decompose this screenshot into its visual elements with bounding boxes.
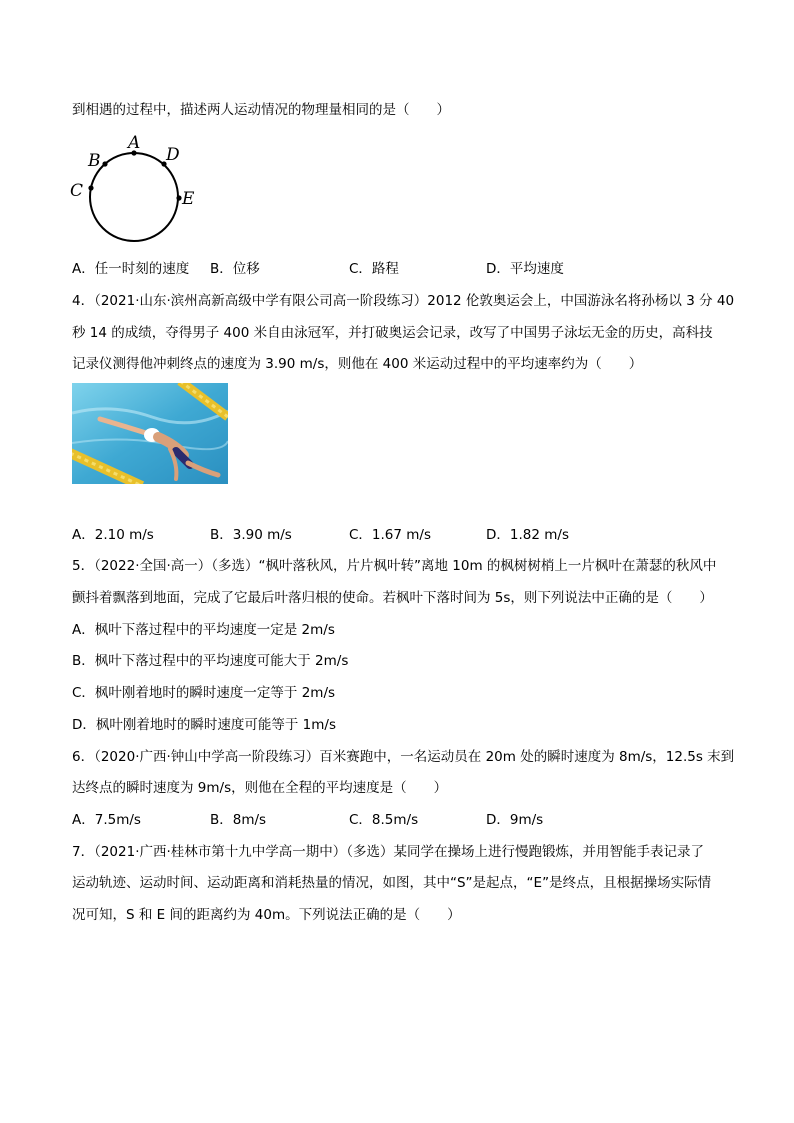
question-5-option-b: B．枫叶下落过程中的平均速度可能大于 2m/s [72, 653, 349, 669]
question-4-options [72, 525, 732, 545]
question-6-options [72, 810, 732, 830]
option-c: C．8.5m/s [349, 812, 419, 828]
option-b: B．位移 [210, 261, 260, 277]
label-e: E [182, 189, 195, 209]
question-5-option-d: D．枫叶刚着地时的瞬时速度可能等于 1m/s [72, 717, 337, 733]
question-4-line-2: 秒 14 的成绩，夺得男子 400 米自由泳冠军，并打破奥运会记录，改写了中国男子泳坛无金的历史，高科技 [72, 325, 713, 341]
option-c: C．1.67 m/s [349, 527, 432, 543]
swimmer-photo [72, 383, 228, 484]
option-b: B．3.90 m/s [210, 527, 292, 543]
option-d: D．1.82 m/s [486, 527, 569, 543]
option-d: D．平均速度 [486, 261, 564, 277]
label-b: B [88, 151, 101, 171]
question-6-line-2: 达终点的瞬时速度为 9m/s，则他在全程的平均速度是（ ） [72, 780, 448, 796]
option-d: D．9m/s [486, 812, 544, 828]
point-c-dot [88, 185, 93, 190]
option-a: A．7.5m/s [72, 812, 141, 828]
option-a: A．任一时刻的速度 [72, 261, 190, 277]
point-e-dot [176, 195, 181, 200]
option-a: A．2.10 m/s [72, 527, 154, 543]
question-5-option-a: A．枫叶下落过程中的平均速度一定是 2m/s [72, 622, 335, 638]
question-5-line-1: 5．（2022·全国·高一）（多选）“枫叶落秋风，片片枫叶转”离地 10m 的枫树树梢上一片枫叶在萧瑟的秋风中 [72, 558, 717, 574]
label-c: C [70, 181, 84, 201]
question-7-line-3: 况可知，S 和 E 间的距离约为 40m。下列说法正确的是（ ） [72, 907, 461, 923]
question-3-options [72, 259, 732, 279]
question-4-line-3: 记录仪测得他冲刺终点的速度为 3.90 m/s，则他在 400 米运动过程中的平均速率约为（ ） [72, 356, 643, 372]
point-b-dot [102, 161, 107, 166]
question-3-stem-tail: 到相遇的过程中，描述两人运动情况的物理量相同的是（ ） [72, 102, 450, 118]
question-7-line-1: 7．（2021·广西·桂林市第十九中学高一期中）（多选）某同学在操场上进行慢跑锻炼，并用智能手表记录了 [72, 844, 705, 860]
circle-track-diagram [66, 130, 206, 250]
option-b: B．8m/s [210, 812, 267, 828]
question-5-line-2: 颤抖着飘落到地面，完成了它最后叶落归根的使命。若枫叶下落时间为 5s，则下列说法中正确的是（ ） [72, 590, 713, 606]
label-a: A [128, 133, 141, 153]
question-4-line-1: 4．（2021·山东·滨州高新高级中学有限公司高一阶段练习）2012 伦敦奥运会上，中国游泳名将孙杨以 3 分 40 [72, 293, 735, 309]
option-c: C．路程 [349, 261, 399, 277]
question-5-option-c: C．枫叶刚着地时的瞬时速度一定等于 2m/s [72, 685, 336, 701]
question-6-line-1: 6．（2020·广西·钟山中学高一阶段练习）百米赛跑中，一名运动员在 20m 处的瞬时速度为 8m/s，12.5s 末到 [72, 749, 735, 765]
label-d: D [166, 145, 180, 165]
question-7-line-2: 运动轨迹、运动时间、运动距离和消耗热量的情况，如图，其中“S”是起点，“E”是终点，且根据操场实际情 [72, 875, 712, 891]
